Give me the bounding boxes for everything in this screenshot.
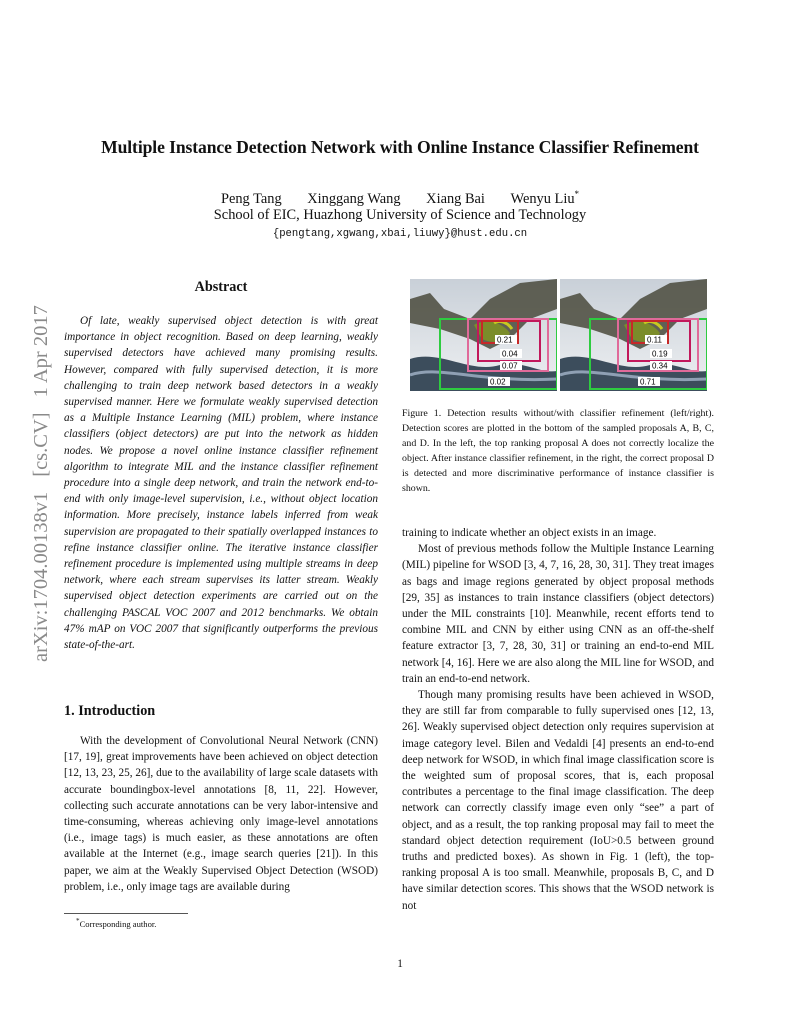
author-name: Peng Tang xyxy=(220,190,282,207)
arxiv-category: [cs.CV] xyxy=(29,412,52,477)
author-name: Xiang Bai xyxy=(426,190,485,207)
figure-1 xyxy=(410,279,712,391)
arxiv-date: 1 Apr 2017 xyxy=(29,305,52,398)
score-label-d: 0.02 xyxy=(490,377,506,387)
detection-photo-left xyxy=(410,279,557,391)
intro-paragraph: Most of previous methods follow the Multiple Instance Learning (MIL) pipeline for WSOD [3, 4, 7, 16, 28, 30, 31]. They treat images as bags and image regions generated by object proposal methods [29, 35] as instances to train instance classifiers (object detectors) under the MIL constraints [10]. Meanwhile, recent efforts tend to combine MIL and CNN by either using CNN as an off-the-shelf feature extractor [3, 7, 28, 30, 31] or training an end-to-end MIL network [4, 16]. Here we are also along the MIL line for WSOD, and train an end-to-end network. xyxy=(402,543,714,685)
score-label-d: 0.71 xyxy=(640,377,656,387)
intro-paragraph: Though many promising results have been achieved in WSOD, they are still far from comparable to fully supervised ones [12, 13, 26]. Weakly supervised object detection only requires supervision at image category level. Bilen and Vedaldi [4] presents an end-to-end deep network for WSOD, in which final image classification score is the weighted sum of proposal scores, that is, each proposal contributes a percentage to the final image classification. The deep network can correctly classify image even only “see” a part of object, and as a result, the top ranking proposal may fail to meet the standard object detection requirement (IoU>0.5 between ground truths and predicted boxes). As shown in Fig. 1 (left), the top-ranking proposal A is too small. Meanwhile, proposals B, C, and D have similar detection scores. This shows that the WSOD network is not xyxy=(402,689,714,912)
score-label-b: 0.19 xyxy=(652,349,668,359)
corresponding-mark: * xyxy=(574,189,580,199)
arxiv-id: arXiv:1704.00138v1 xyxy=(29,491,52,662)
figure-1-caption: Figure 1. Detection results without/with classifier refinement (left/right). Detection scores are plotted in the bottom of the sampled proposals A, B, C, and D. In the left, the top ranking proposal A does not correctly localize the object. After instance classifier refinement, in the right, the correct proposal D is detected and more discriminative performance of instance classifier is shown. xyxy=(402,408,714,494)
author-list xyxy=(0,189,800,208)
author-email: {pengtang,xgwang,xbai,liuwy}@hust.edu.cn xyxy=(272,228,528,240)
score-label-b: 0.04 xyxy=(502,349,518,359)
footnote: *Corresponding author. xyxy=(76,917,157,929)
figure-panel-without-refinement xyxy=(410,279,557,391)
paper-title: Multiple Instance Detection Network with Online Instance Classifier Refinement xyxy=(101,137,699,157)
score-label-c: 0.34 xyxy=(652,361,668,371)
footnote-rule xyxy=(64,913,188,914)
intro-paragraph: training to indicate whether an object exists in an image. xyxy=(402,527,657,539)
affiliation: School of EIC, Huazhong University of Science and Technology xyxy=(213,207,587,223)
abstract-heading: Abstract xyxy=(194,279,248,295)
intro-paragraph-left: With the development of Convolutional Neural Network (CNN) [17, 19], great improvements have been achieved on object detection [12, 13, 23, 25, 26], due to the availability of large scale datasets with accurate boundingbox-level annotations [8, 11, 22]. However, collecting such accurate annotations can be very labor-intensive and time-consuming, whereas achieving only image-level annotations (i.e., image tags) is much easier, as these annotations are often available at the Internet (e.g., image search queries [21]). In this paper, we aim at the Weakly Supervised Object Detection (WSOD) problem, i.e., only image tags are available during xyxy=(64,735,378,893)
figure-panel-with-refinement xyxy=(560,279,707,391)
abstract-text: Of late, weakly supervised object detection is with great importance in object recognition. Based on deep learning, weakly supervised detectors have achieved many promising results. However, compared with fully supervised detection, it is more challenging to train deep network based detectors in a weakly supervised manner. Here we formulate weakly supervised detection as a Multiple Instance Learning (MIL) problem, where instance classifiers (object detectors) are put into the network as hidden nodes. We propose a novel online instance classifier refinement algorithm to integrate MIL and the instance classifier refinement procedure into a single deep network, and train the network end-to-end with only image-level supervision, i.e., without object location information. More precisely, instance labels inferred from weak supervision are propagated to their spatially overlapped instances to refine instance classifier online. The iterative instance classifier refinement procedure is implemented using multiple streams in deep network, where each stream supervises its latter stream. Weakly supervised object detection experiments are carried out on the challenging PASCAL VOC 2007 and 2012 benchmarks. We obtain 47% mAP on VOC 2007 that significantly outperforms the previous state-of-the-art. xyxy=(64,315,378,652)
score-label-a: 0.11 xyxy=(647,335,662,345)
arxiv-stamp xyxy=(26,282,56,662)
score-label-a: 0.21 xyxy=(497,335,513,345)
author-name: Xinggang Wang xyxy=(307,190,401,207)
score-label-c: 0.07 xyxy=(502,361,518,371)
section-heading-introduction: 1. Introduction xyxy=(64,703,156,719)
intro-right-column xyxy=(402,525,714,914)
page-number: 1 xyxy=(397,958,403,970)
detection-photo-right xyxy=(560,279,707,391)
author-name: Wenyu Liu* xyxy=(510,189,580,207)
